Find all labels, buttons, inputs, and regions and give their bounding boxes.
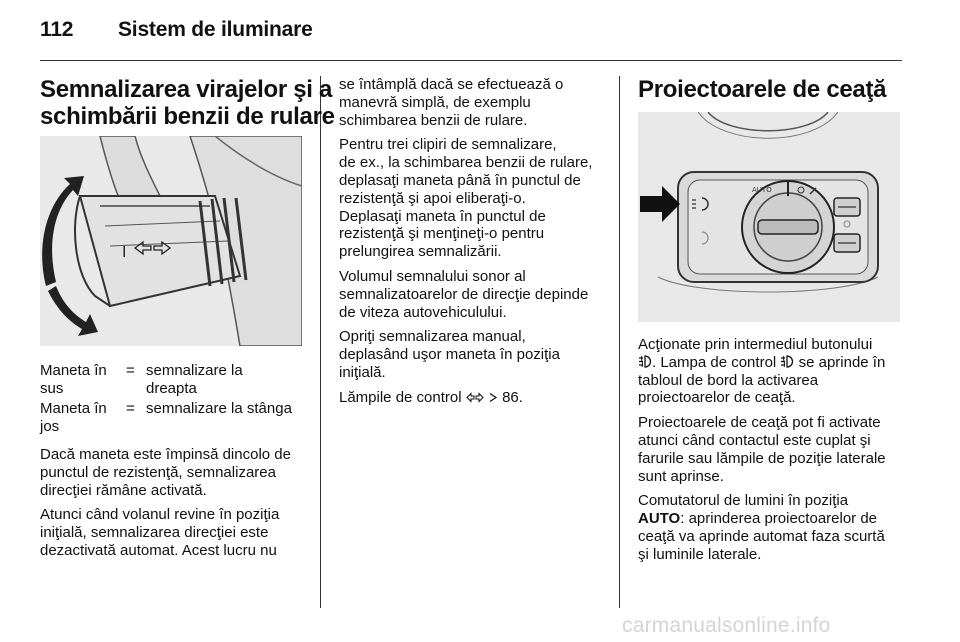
lever-drawing xyxy=(40,136,302,346)
lever-definitions xyxy=(40,362,302,438)
auto-label: AUTO xyxy=(638,510,681,528)
header-rule xyxy=(40,60,902,61)
svg-text:I: I xyxy=(122,243,127,261)
right-body-text: Acţionate prin intermediul butonului . Lampa de control se aprinde în tabloul de bord la activarea proiectoarelor de ceaţă. Proiectoarele de ceaţă pot fi activate atunci când contactul este cuplat şi farurile sau lămpile de poziţie laterale sunt aprinse. Comutatorul de lumini în poziţia AUTO: aprinderea proiectoarelor de ceaţă va aprinde automat faza scurtă şi luminile laterale. xyxy=(638,336,886,563)
turn-signal-indicator-icon xyxy=(466,392,484,403)
section-title: Sistem de iluminare xyxy=(118,18,313,41)
fog-light-icon xyxy=(638,355,652,368)
svg-text:AUTO: AUTO xyxy=(752,186,772,194)
left-body-text: Dacă maneta este împinsă dincolo de punctul de rezistenţă, semnalizarea direcţiei rămâne activată. Atunci când volanul revine în poziţia iniţială, semnalizarea direcţiei este dezactivată automat. Acest lucru nu xyxy=(40,446,291,559)
column-divider xyxy=(320,76,321,608)
definition-row: Maneta în jos = semnalizare la stânga xyxy=(40,400,292,435)
watermark: carmanualsonline.info xyxy=(622,614,831,637)
light-switch-illustration xyxy=(638,112,900,322)
light-switch-drawing xyxy=(638,112,900,322)
page-reference-icon xyxy=(488,392,498,403)
turn-signal-heading: Semnalizarea virajelor şi a schimbării benzii de rulare xyxy=(40,76,335,130)
middle-body-text: se întâmplă dacă se efectuează o manevră simplă, de exemplu schimbarea benzii de rulare. Pentru trei clipiri de semnalizare, de ex., la schimbarea benzii de rulare, deplasaţi maneta până în punctul de rezistenţă şi apoi eliberaţi-o. Deplasaţi maneta în punctul de rezistenţă şi menţineţi-o pentru prelungirea semnalizării. Volumul semnalului sonor al semnalizatoarelor de direcţie depinde de viteza autovehiculului. Opriţi semnalizarea manual, deplasând uşor maneta în poziţia iniţială. Lămpile de control 86. xyxy=(339,76,593,406)
definition-row: Maneta în sus = semnalizare la dreapta xyxy=(40,362,243,397)
page-number: 112 xyxy=(40,18,74,41)
fog-lights-heading: Proiectoarele de ceaţă xyxy=(638,76,887,103)
column-divider xyxy=(619,76,620,608)
fog-light-indicator-icon xyxy=(780,355,794,368)
turn-signal-lever-illustration xyxy=(40,136,302,346)
